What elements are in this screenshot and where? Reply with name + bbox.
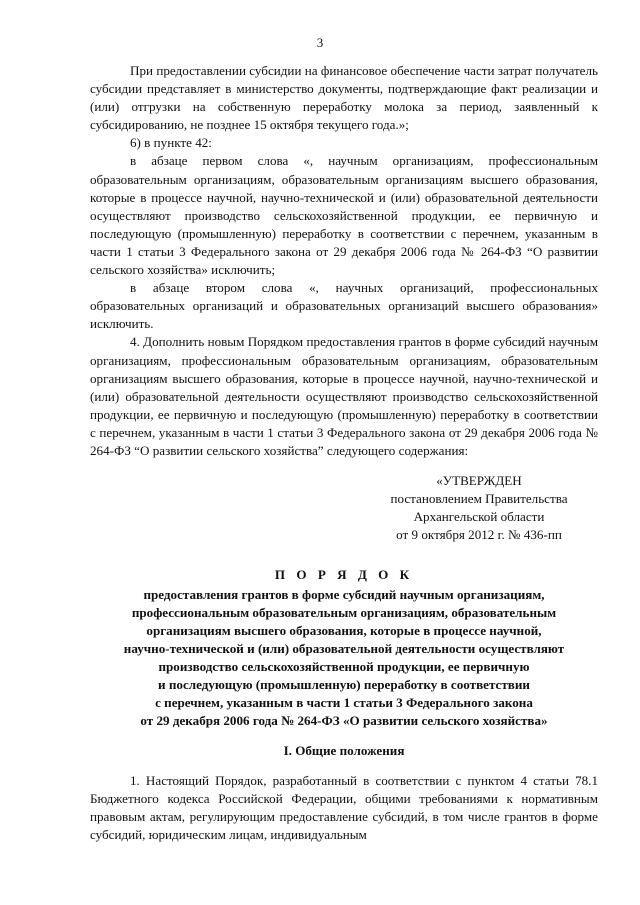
paragraph-general-1: 1. Настоящий Порядок, разработанный в соответствии с пунктом 4 статьи 78.1 Бюджетного кодекса Российской Федерации, общими требованиями к нормативным правовым актам, регулирующим предоставление субсидий, в том числе грантов в форме субсидий, юридическим лицам, индивидуальным bbox=[90, 773, 598, 843]
page-number: 3 bbox=[316, 35, 324, 50]
paragraph-second-abzac: в абзаце втором слова «, научных организаций, профессиональных образовательных организаций и образовательных организаций высшего образования» исключить. bbox=[90, 280, 598, 332]
subtitle-line: от 29 декабря 2006 года № 264-ФЗ «О развитии сельского хозяйства» bbox=[140, 713, 548, 728]
document-subtitle bbox=[90, 586, 598, 730]
subtitle-line: предоставления грантов в форме субсидий научным организациям, bbox=[143, 587, 545, 602]
subtitle-line: профессиональным образовательным организациям, образовательным bbox=[131, 605, 557, 620]
document-title bbox=[90, 566, 598, 585]
approval-line: от 9 октября 2012 г. № 436-пп bbox=[396, 527, 562, 543]
body-text bbox=[90, 62, 598, 460]
approval-line: Архангельской области bbox=[413, 509, 545, 525]
section-heading: I. Общие положения bbox=[283, 743, 405, 758]
approval-line: постановлением Правительства bbox=[390, 491, 568, 507]
paragraph-point-42: 6) в пункте 42: bbox=[130, 135, 212, 151]
title-word: П О Р Я Д О К bbox=[274, 567, 414, 582]
subtitle-line: с перечнем, указанным в части 1 статьи 3 Федерального закона bbox=[155, 695, 533, 710]
paragraph-first-abzac: в абзаце первом слова «, научным организациям, профессиональным образовательным организациям, образовательным организациям высшего образования, которые в процессе научной, научно-технической и (или) образовательной деятельности осуществляют производство сельскохозяйственной продукции, ее первичную и последующую (промышленную) переработку в соответствии с перечнем, указанным в части 1 статьи 3 Федерального закона от 29 декабря 2006 года № 264-ФЗ “О развитии сельского хозяйства» исключить; bbox=[90, 153, 598, 278]
approval-block bbox=[360, 472, 598, 544]
section-body bbox=[90, 772, 598, 844]
subtitle-line: организациям высшего образования, которые в процессе научной, bbox=[146, 623, 542, 638]
paragraph-subsidy-documents: При предоставлении субсидии на финансовое обеспечение части затрат получатель субсидии представляет в министерство документы, подтверждающие факт реализации и (или) отгрузки на собственную переработку молока за период, заявленный к субсидированию, не позднее 15 октября текущего года.»; bbox=[90, 63, 598, 133]
subtitle-line: производство сельскохозяйственной продукции, ее первичную bbox=[158, 659, 530, 674]
subtitle-line: и последующую (промышленную) переработку в соответствии bbox=[158, 677, 530, 692]
subtitle-line: научно-технической и (или) образовательной деятельности осуществляют bbox=[123, 641, 565, 656]
approval-line: «УТВЕРЖДЕН bbox=[436, 473, 522, 488]
paragraph-point-4: 4. Дополнить новым Порядком предоставления грантов в форме субсидий научным организациям, профессиональным образовательным организациям, образовательным организациям высшего образования, которые в процессе научной, научно-технической и (или) образовательной деятельности осуществляют производство сельскохозяйственной продукции, ее первичную и последующую (промышленную) переработку в соответствии с перечнем, указанным в части 1 статьи 3 Федерального закона от 29 декабря 2006 года № 264-ФЗ “О развитии сельского хозяйства” следующего содержания: bbox=[90, 334, 598, 458]
